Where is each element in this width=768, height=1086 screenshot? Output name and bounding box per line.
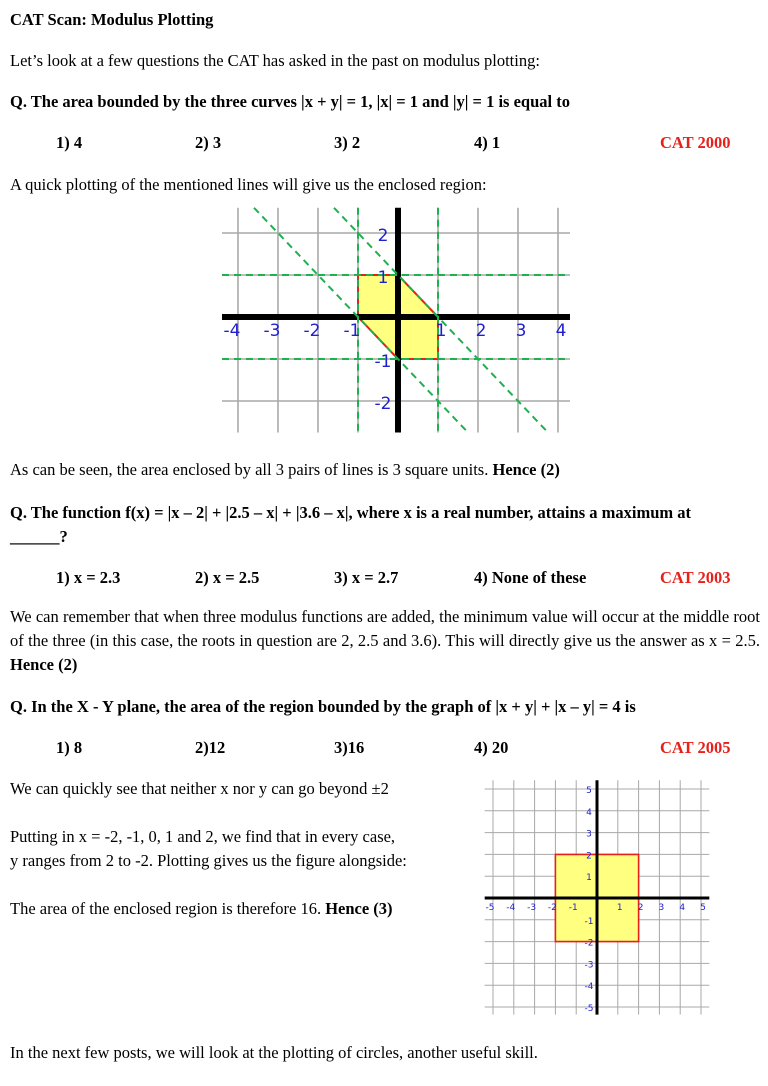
page-title: CAT Scan: Modulus Plotting bbox=[10, 10, 214, 29]
x-tick-label: -3 bbox=[527, 903, 537, 913]
q2-answer: Hence (2) bbox=[10, 655, 78, 674]
x-tick-label: -4 bbox=[506, 903, 516, 913]
q1-question: Q. The area bounded by the three curves |x + y| = 1, |x| = 1 and |y| = 1 is equal to bbox=[10, 92, 570, 111]
y-tick-label: -4 bbox=[584, 982, 594, 993]
y-tick-label: -2 bbox=[584, 938, 594, 949]
q3-option-3: 3)16 bbox=[334, 738, 365, 757]
y-tick-label: 2 bbox=[377, 226, 389, 246]
q3-conclusion bbox=[10, 899, 393, 919]
q1-option-4: 4) 1 bbox=[474, 133, 501, 152]
q3-option-2: 2)12 bbox=[195, 738, 226, 757]
q2-option-3: 3) x = 2.7 bbox=[334, 568, 399, 587]
q3-option-1: 1) 8 bbox=[56, 738, 83, 757]
y-tick-label: 5 bbox=[586, 786, 592, 796]
chart-1-region-plot bbox=[218, 205, 574, 433]
y-tick-label: -1 bbox=[584, 916, 594, 927]
outro-text: In the next few posts, we will look at the plotting of circles, another useful skill. bbox=[10, 1043, 538, 1062]
y-tick-label: 1 bbox=[377, 268, 389, 288]
x-tick-label: 2 bbox=[475, 321, 487, 341]
y-tick-label: 2 bbox=[586, 851, 592, 862]
x-tick-label: -2 bbox=[303, 321, 321, 341]
q3-para1: We can quickly see that neither x nor y can go beyond ±2 bbox=[10, 779, 389, 798]
x-tick-label: 3 bbox=[515, 321, 527, 341]
q2-source: CAT 2003 bbox=[660, 568, 731, 587]
q1-explanation-text: As can be seen, the area enclosed by all 3 pairs of lines is 3 square units. bbox=[10, 460, 489, 479]
x-tick-label: -1 bbox=[343, 321, 361, 341]
q3-answer: Hence (3) bbox=[325, 899, 393, 918]
q2-explanation-text: We can remember that when three modulus functions are added, the minimum value will occur at the middle root of the three (in this case, the roots in question are 2, 2.5 and 3.6). This will directly give us the answer as x = 2.5. bbox=[10, 607, 760, 650]
q1-explanation bbox=[10, 460, 560, 480]
x-tick-label: -4 bbox=[223, 321, 241, 341]
q2-question-line1: Q. The function f(x) = |x – 2| + |2.5 – x| + |3.6 – x|, where x is a real number, attains a maximum at bbox=[10, 503, 691, 522]
y-tick-label: 3 bbox=[586, 829, 592, 840]
x-tick-label: -5 bbox=[485, 903, 495, 913]
x-tick-label: 3 bbox=[658, 903, 665, 913]
y-tick-label: 4 bbox=[586, 807, 592, 818]
q3-option-4: 4) 20 bbox=[474, 738, 509, 757]
q2-option-2: 2) x = 2.5 bbox=[195, 568, 260, 587]
x-tick-label: 1 bbox=[435, 321, 447, 341]
x-tick-label: 4 bbox=[679, 903, 686, 913]
x-tick-label: -1 bbox=[568, 903, 578, 913]
q2-option-1: 1) x = 2.3 bbox=[56, 568, 121, 587]
q1-option-1: 1) 4 bbox=[56, 133, 83, 152]
chart-2-region-plot bbox=[480, 780, 712, 1020]
x-tick-label: -3 bbox=[263, 321, 281, 341]
x-tick-label: -2 bbox=[547, 903, 557, 913]
y-tick-label: -2 bbox=[374, 394, 392, 414]
q1-option-3: 3) 2 bbox=[334, 133, 361, 152]
q1-source: CAT 2000 bbox=[660, 133, 731, 152]
x-tick-label: 1 bbox=[616, 903, 623, 913]
q3-source: CAT 2005 bbox=[660, 738, 731, 757]
intro-text: Let’s look at a few questions the CAT has asked in the past on modulus plotting: bbox=[10, 51, 540, 70]
y-tick-label: -3 bbox=[584, 960, 594, 971]
q3-conclusion-text: The area of the enclosed region is therefore 16. bbox=[10, 899, 322, 918]
y-tick-label: -5 bbox=[584, 1004, 594, 1014]
q3-para2-line1: Putting in x = -2, -1, 0, 1 and 2, we find that in every case, bbox=[10, 827, 396, 846]
q2-explanation bbox=[10, 605, 760, 677]
q1-option-2: 2) 3 bbox=[195, 133, 222, 152]
y-tick-label: 1 bbox=[586, 873, 592, 884]
x-tick-label: 5 bbox=[700, 903, 706, 913]
x-tick-label: 4 bbox=[555, 321, 567, 341]
q1-lead-text: A quick plotting of the mentioned lines will give us the enclosed region: bbox=[10, 175, 487, 194]
q3-para2-line2: y ranges from 2 to -2. Plotting gives us the figure alongside: bbox=[10, 851, 407, 870]
q3-question: Q. In the X - Y plane, the area of the region bounded by the graph of |x + y| + |x – y| = 4 is bbox=[10, 697, 636, 716]
q2-option-4: 4) None of these bbox=[474, 568, 587, 587]
q1-answer: Hence (2) bbox=[492, 460, 560, 479]
y-tick-label: -1 bbox=[374, 352, 392, 372]
x-tick-label: 2 bbox=[637, 903, 644, 913]
q2-question-line2: ______? bbox=[10, 527, 68, 546]
